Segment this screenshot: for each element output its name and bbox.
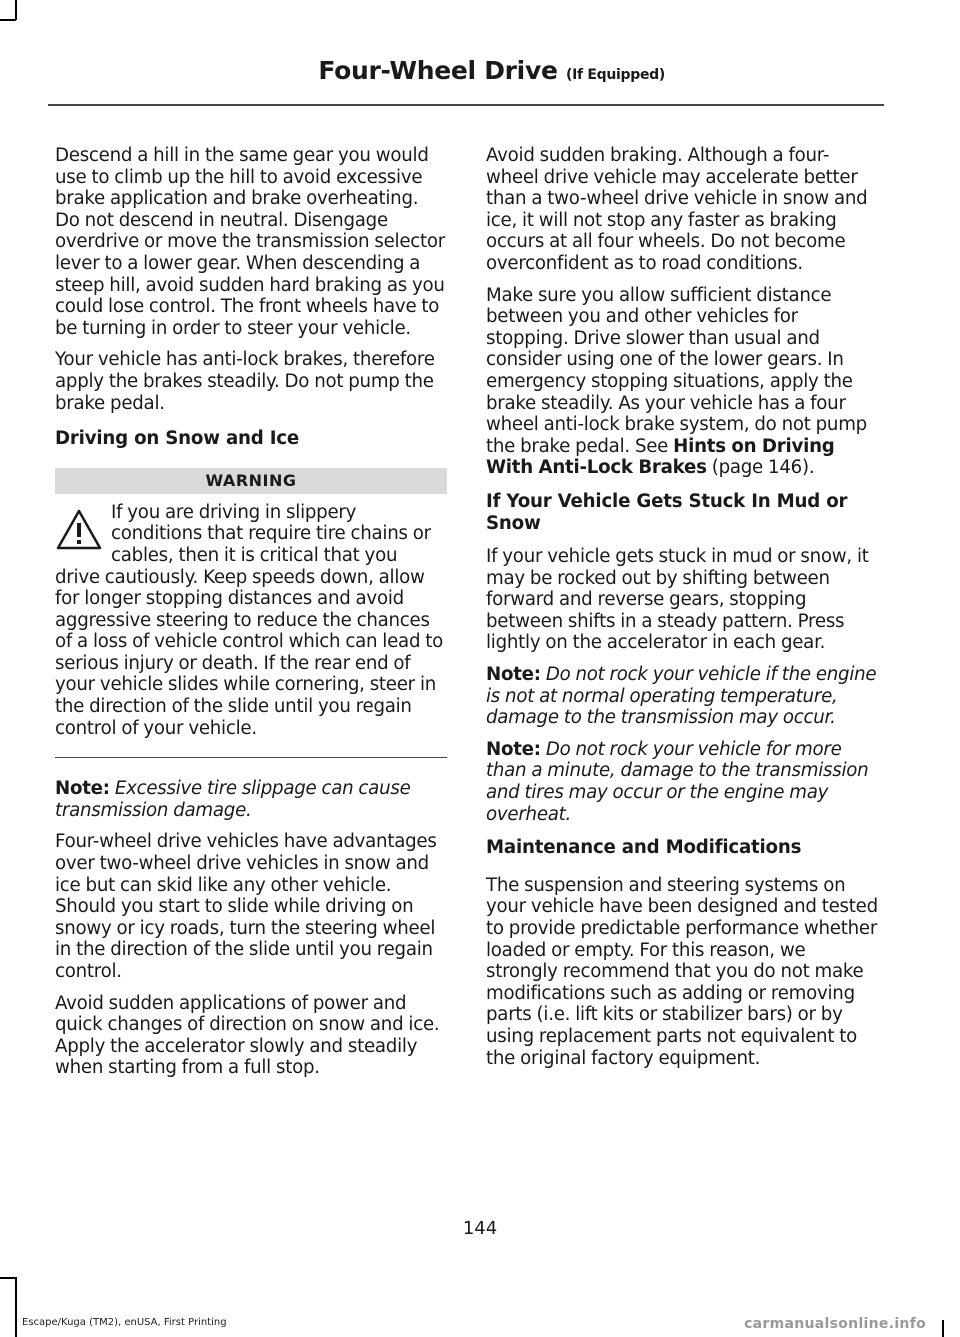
crop-mark [942, 1320, 944, 1337]
title-subtitle: (If Equipped) [566, 67, 665, 83]
warning-triangle-icon [55, 508, 103, 552]
cross-reference-link[interactable]: Hints on Driving With Anti-Lock Brakes [486, 435, 835, 479]
section-heading: Maintenance and Modifications [486, 837, 802, 859]
section-heading: Driving on Snow and Ice [55, 428, 299, 450]
paragraph [486, 285, 878, 479]
note [55, 778, 447, 821]
crop-mark [0, 1277, 16, 1279]
watermark: carmanualsonline.info [744, 1316, 926, 1332]
paragraph: Avoid sudden braking. Although a four-wheel drive vehicle may accelerate better than a two-wheel drive vehicle in snow and ice, it will not stop any faster as braking occurs at all four wheels. Do not become overconfident as to road conditions. [486, 145, 868, 274]
note [486, 739, 878, 825]
page-reference: (page 146). [706, 457, 815, 479]
paragraph: If your vehicle gets stuck in mud or snow, it may be rocked out by shifting between forward and reverse gears, stopping between shifts in a steady pattern. Press lightly on the accelerator in each gear. [486, 546, 869, 654]
section-heading: If Your Vehicle Gets Stuck In Mud or Snow [486, 490, 848, 534]
paragraph: Avoid sudden applications of power and quick changes of direction on snow and ice. Apply the accelerator slowly and steadily when starting from a full stop. [55, 992, 440, 1079]
note-label: Note: [486, 664, 541, 686]
paragraph-text: Make sure you allow sufficient distance between you and other vehicles for stopping. Drive slower than usual and consider using one of the lower gears. In emergency stopping situations, apply the brake steadily. As your vehicle has a four wheel anti-lock brake system, do not pump the brake pedal. See [486, 284, 867, 457]
crop-mark [15, 0, 17, 20]
note-label: Note: [55, 778, 110, 800]
warning-box [55, 502, 447, 740]
warning-divider [55, 757, 447, 758]
header-divider [48, 104, 884, 106]
page-title [318, 56, 665, 85]
warning-text: If you are driving in slippery conditions that require tire chains or cables, then it is critical that you drive cautiously. Keep speeds down, allow for longer stopping distances and avoid aggressive steering to reduce the chances of a loss of vehicle control which can lead to serious injury or death. If the rear end of your vehicle slides while cornering, steer in the direction of the slide until you regain control of your vehicle. [55, 501, 444, 739]
paragraph: The suspension and steering systems on your vehicle have been designed and tested to provide predictable performance whether loaded or empty. For this reason, we strongly recommend that you do not make modifications such as adding or removing parts (i.e. lift kits or stabilizer bars) or by using replacement parts not equivalent to the original factory equipment. [486, 874, 878, 1069]
paragraph: Four-wheel drive vehicles have advantages over two-wheel drive vehicles in snow and ice but can skid like any other vehicle. Should you start to slide while driving on snowy or icy roads, turn the steering wheel in the direction of the slide until you regain control. [55, 831, 437, 982]
paragraph: Your vehicle has anti-lock brakes, therefore apply the brakes steadily. Do not pump the brake pedal. [55, 349, 435, 414]
note-text: Do not rock your vehicle if the engine is not at normal operating temperature, damage to the transmission may occur. [486, 664, 877, 729]
page-number: 144 [462, 1218, 498, 1239]
note-text: Excessive tire slippage can cause transmission damage. [55, 778, 411, 821]
warning-header: WARNING [55, 468, 447, 494]
crop-mark [0, 19, 16, 21]
right-column [486, 145, 878, 1079]
left-column [55, 145, 447, 1089]
crop-mark [15, 1277, 17, 1337]
footer-text: Escape/Kuga (TM2), enUSA, First Printing [22, 1317, 227, 1328]
title-main: Four-Wheel Drive [318, 56, 558, 85]
paragraph: Descend a hill in the same gear you would use to climb up the hill to avoid excessive brake application and brake overheating. Do not descend in neutral. Disengage overdrive or move the transmission selector lever to a lower gear. When descending a steep hill, avoid sudden hard braking as you could lose control. The front wheels have to be turning in order to steer your vehicle. [55, 145, 446, 339]
note-text: Do not rock your vehicle for more than a minute, damage to the transmission and tires may occur or the engine may overheat. [486, 738, 869, 825]
note [486, 664, 878, 729]
note-label: Note: [486, 738, 541, 760]
